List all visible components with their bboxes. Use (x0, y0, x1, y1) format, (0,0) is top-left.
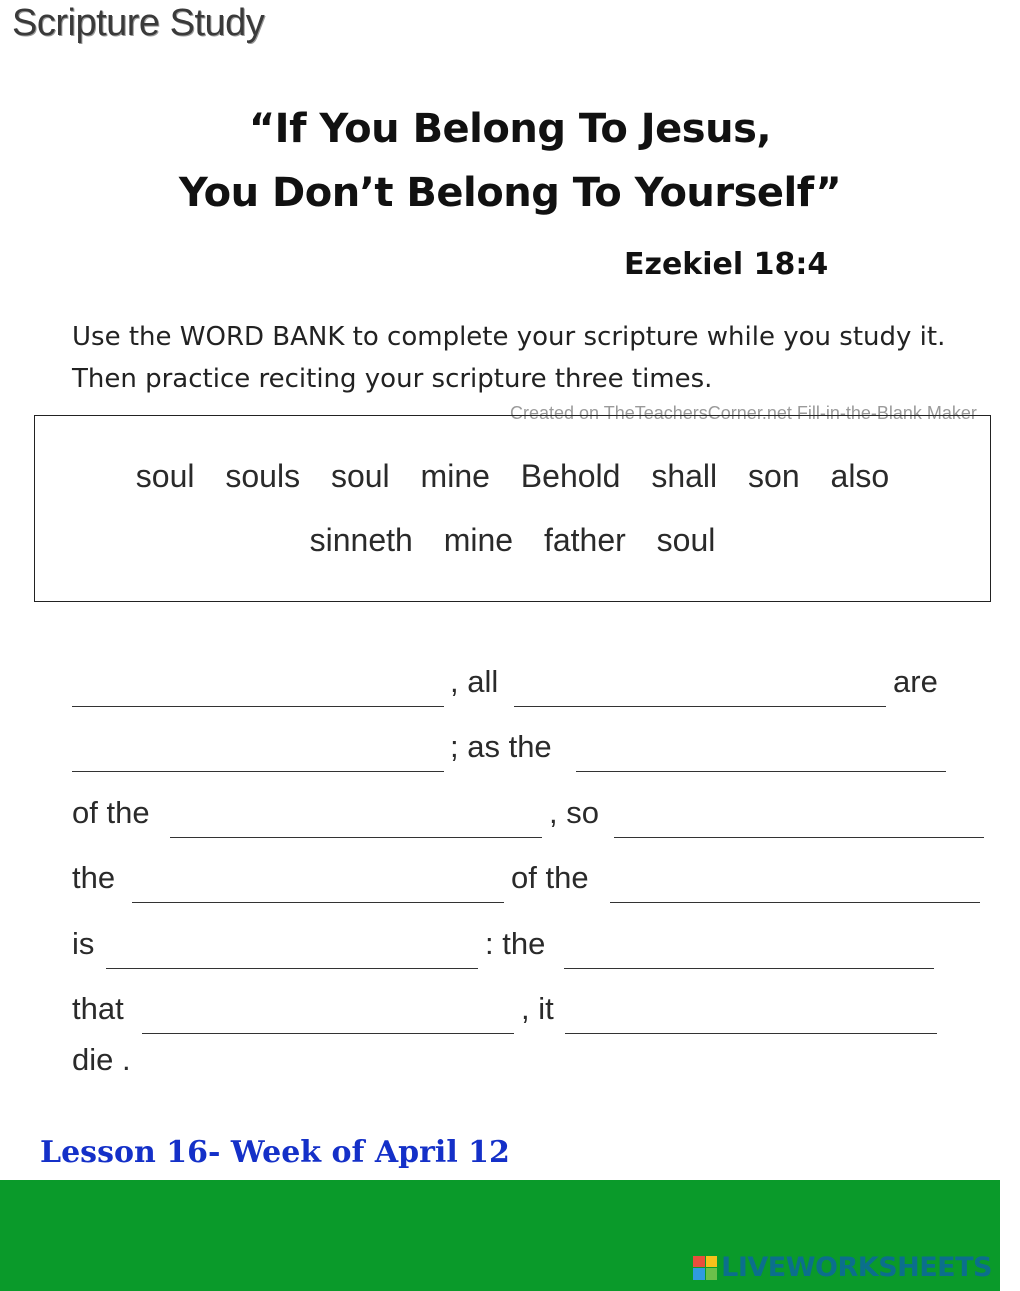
answer-blank-10[interactable] (564, 968, 934, 969)
exercise-text: , it (521, 991, 554, 1026)
quote-line-2: You Don’t Belong To Yourself” (178, 170, 842, 216)
instructions: Use the WORD BANK to complete your scripture while you study it. Then practice reciting your scripture three times. (72, 322, 946, 394)
answer-blank-11[interactable] (142, 1033, 514, 1034)
word-bank-word[interactable]: son (748, 458, 800, 494)
word-bank-word[interactable]: mine (420, 458, 490, 494)
liveworksheets-icon (693, 1256, 717, 1280)
word-bank-word[interactable]: soul (135, 458, 195, 494)
answer-blank-6[interactable] (614, 837, 984, 838)
exercise-text: of the (511, 860, 589, 895)
exercise-text: die . (72, 1042, 131, 1077)
exercise-text: : the (485, 926, 546, 961)
word-bank-word[interactable]: also (830, 458, 890, 494)
word-bank-word[interactable]: souls (225, 458, 301, 494)
exercise-text: , all (450, 664, 499, 699)
answer-blank-4[interactable] (576, 771, 946, 772)
answer-blank-12[interactable] (565, 1033, 937, 1034)
word-bank (34, 415, 991, 602)
lesson-label: Lesson 16- Week of April 12 (40, 1135, 510, 1170)
exercise-text: the (72, 860, 116, 895)
exercise-text: , so (549, 795, 599, 830)
answer-blank-5[interactable] (170, 837, 542, 838)
answer-blank-8[interactable] (610, 902, 980, 903)
logo-text: LIVEWORKSHEETS (721, 1252, 992, 1283)
answer-blank-9[interactable] (106, 968, 478, 969)
answer-blank-2[interactable] (514, 706, 886, 707)
answer-blank-3[interactable] (72, 771, 444, 772)
exercise-text: of the (72, 795, 150, 830)
word-bank-word[interactable]: shall (651, 458, 718, 494)
word-bank-row-1 (35, 458, 990, 495)
word-bank-word[interactable]: mine (443, 522, 514, 558)
exercise-text: is (72, 926, 95, 961)
word-bank-word[interactable]: sinneth (309, 522, 413, 558)
scripture-reference: Ezekiel 18:4 (624, 247, 829, 282)
quote-line-1: “If You Belong To Jesus, (248, 106, 772, 152)
credit-line: Created on TheTeachersCorner.net Fill-in-the-Blank Maker (510, 403, 977, 423)
word-bank-word[interactable]: father (543, 522, 626, 558)
exercise-text: that (72, 991, 124, 1026)
word-bank-word[interactable]: soul (330, 458, 390, 494)
exercise-text: ; as the (450, 729, 552, 764)
word-bank-word[interactable]: soul (656, 522, 716, 558)
answer-blank-7[interactable] (132, 902, 504, 903)
answer-blank-1[interactable] (72, 706, 444, 707)
liveworksheets-logo[interactable] (693, 1252, 992, 1283)
word-bank-row-2 (35, 522, 990, 559)
word-bank-word[interactable]: Behold (520, 458, 621, 494)
exercise-text: are (893, 664, 938, 699)
page-header-title: Scripture Study (12, 2, 265, 44)
